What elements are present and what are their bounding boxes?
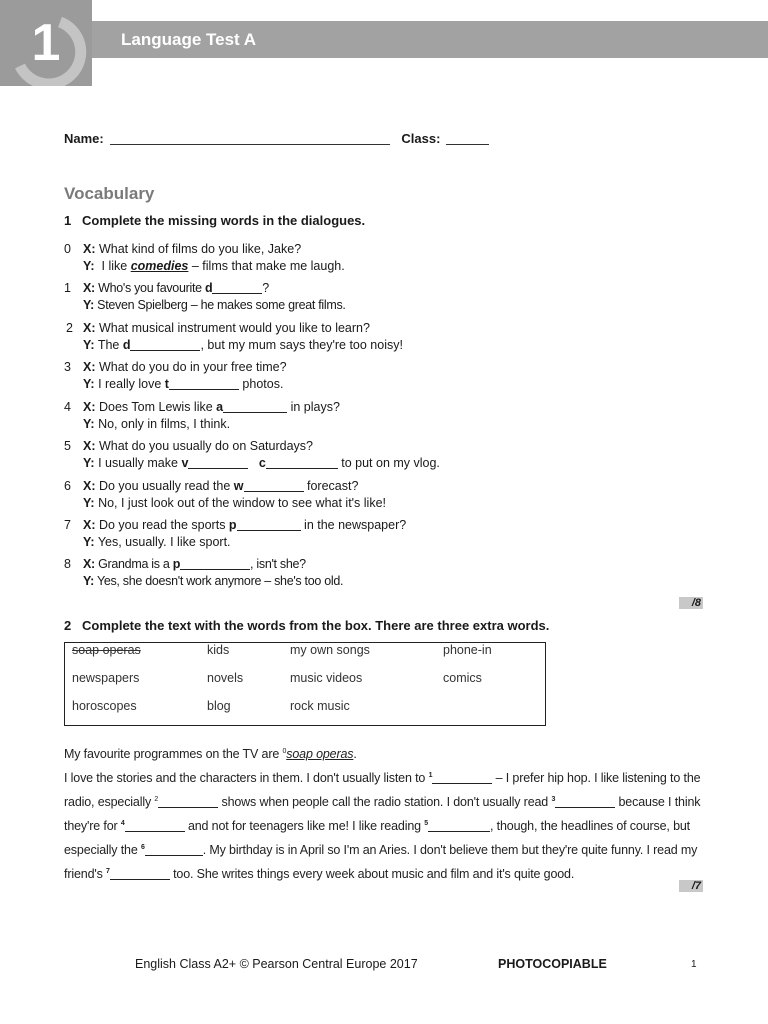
- hint-letter: w: [233, 479, 244, 493]
- line-x: What musical instrument would you like to learn?: [98, 321, 370, 335]
- line-x-post: , isn't she?: [250, 557, 306, 571]
- gap-number: 5: [424, 820, 428, 827]
- line-y-post: , but my mum says they're too noisy!: [200, 337, 403, 352]
- line-y-post: – films that make me laugh.: [188, 258, 345, 273]
- dialogue-item: [64, 241, 345, 274]
- unit-number-graphic: [0, 0, 92, 86]
- word-box-item: novels: [207, 671, 244, 685]
- speaker-y: Y:: [83, 416, 95, 431]
- score-box: /8: [679, 597, 703, 609]
- line-y: Yes, usually. I like sport.: [97, 534, 231, 549]
- name-label: Name:: [64, 131, 104, 146]
- page-number: 1: [691, 959, 697, 970]
- word-box-item: kids: [207, 643, 230, 657]
- dialogue-item: [66, 320, 403, 353]
- word-box-item: my own songs: [290, 643, 370, 657]
- line-y-pre: The: [97, 337, 123, 352]
- footer-copyright: English Class A2+ © Pearson Central Europe 2017: [135, 957, 418, 971]
- hint-letter: p: [172, 557, 181, 571]
- line-y-pre: I like: [101, 258, 131, 273]
- text-segment: especially the: [64, 843, 141, 857]
- speaker-y: Y:: [83, 258, 95, 273]
- class-field[interactable]: [446, 144, 489, 145]
- word-box-item: rock music: [290, 699, 350, 713]
- hint-letter: d: [204, 281, 213, 295]
- speaker-y: Y:: [83, 573, 94, 588]
- word-box-item: blog: [207, 699, 231, 713]
- exercise-number: 2: [64, 618, 72, 633]
- line-x-post: in the newspaper?: [300, 518, 407, 532]
- gap-number: 6: [140, 844, 145, 851]
- gap-number: 7: [106, 868, 110, 875]
- dialogue-item: [64, 517, 406, 550]
- line-y-pre: I really love: [98, 376, 165, 391]
- answer-blank[interactable]: [223, 400, 287, 413]
- text-segment: – I prefer hip hop. I like listening to the: [492, 771, 701, 785]
- speaker-x: X:: [83, 242, 96, 256]
- speaker-x: X:: [83, 281, 95, 295]
- text-segment: radio, especially: [64, 795, 155, 809]
- text-segment: .: [353, 747, 357, 761]
- speaker-y: Y:: [83, 337, 95, 352]
- exercise-1-instruction: [64, 213, 365, 228]
- word-box-item: music videos: [290, 671, 363, 685]
- header-title: Language Test A: [92, 21, 768, 58]
- word-box-item-crossed: soap operas: [72, 643, 141, 657]
- dialogue-item: [64, 438, 440, 471]
- speaker-x: X:: [83, 360, 96, 374]
- word-box-item: phone-in: [443, 643, 492, 657]
- unit-badge: [0, 0, 92, 86]
- answer-blank[interactable]: [212, 281, 262, 294]
- line-y-post: to put on my vlog.: [337, 455, 440, 470]
- item-number: 0: [64, 242, 71, 256]
- class-label: Class:: [401, 131, 441, 146]
- dialogue-item: [64, 478, 386, 511]
- line-y-pre: I usually make: [98, 455, 182, 470]
- word-box-item: newspapers: [72, 671, 140, 685]
- word-box-item: horoscopes: [72, 699, 137, 713]
- line-y: Steven Spielberg – he makes some great films.: [97, 297, 346, 312]
- line-x-pre: Who's you favourite: [98, 281, 205, 295]
- answer-blank[interactable]: [188, 456, 248, 469]
- line-x-pre: Does Tom Lewis like: [98, 400, 217, 414]
- answer-blank[interactable]: [555, 795, 615, 808]
- line-y-post: photos.: [238, 376, 284, 391]
- answer-blank[interactable]: [110, 867, 170, 880]
- line-x: What do you usually do on Saturdays?: [98, 439, 314, 453]
- exercise-2-instruction: [64, 618, 549, 633]
- answer-blank[interactable]: [130, 338, 200, 351]
- speaker-y: Y:: [83, 534, 95, 549]
- text-segment: too. She writes things every week about music and film and it's quite good.: [169, 867, 575, 881]
- hint-letter: a: [216, 400, 224, 414]
- text-segment: and not for teenagers like me! I like reading: [184, 819, 425, 833]
- instruction-text: Complete the missing words in the dialogues.: [82, 213, 366, 228]
- text-segment: My favourite programmes on the TV are: [64, 747, 283, 761]
- gap-number: 4: [120, 820, 125, 827]
- answer-blank[interactable]: [180, 557, 250, 570]
- line-x: What kind of films do you like, Jake?: [98, 242, 302, 256]
- hint-letter: v: [181, 455, 189, 470]
- text-segment: because I think: [615, 795, 701, 809]
- item-number: 2: [66, 321, 73, 335]
- hint-letter: d: [122, 337, 131, 352]
- item-number: 4: [64, 400, 71, 414]
- name-field[interactable]: [110, 144, 390, 145]
- score-box: /7: [679, 880, 703, 892]
- line-x-post: in plays?: [287, 400, 340, 414]
- speaker-y: Y:: [83, 297, 94, 312]
- gap-number: 3: [551, 796, 556, 803]
- item-number: 7: [64, 518, 71, 532]
- line-x-pre: Grandma is a: [98, 557, 173, 571]
- line-y: No, I just look out of the window to see what it's like!: [98, 495, 387, 510]
- text-segment: friend's: [64, 867, 107, 881]
- speaker-y: Y:: [83, 376, 95, 391]
- footer-photocopiable: PHOTOCOPIABLE: [498, 957, 607, 971]
- dialogue-item: [64, 280, 346, 313]
- item-number: 6: [64, 479, 71, 493]
- line-x-pre: Do you usually read the: [98, 479, 234, 493]
- speaker-x: X:: [83, 400, 96, 414]
- gap-fill-text: [64, 741, 704, 885]
- item-number: 3: [64, 360, 71, 374]
- answer-blank[interactable]: [432, 771, 492, 784]
- line-x-pre: Do you read the sports: [98, 518, 229, 532]
- line-x-post: forecast?: [303, 479, 359, 493]
- text-segment: they're for: [64, 819, 121, 833]
- unit-number: 1: [31, 14, 61, 72]
- text-segment: . My birthday is in April so I'm an Aries. I don't believe them but they're quite funny. I read my: [202, 843, 698, 857]
- dialogue-item: [64, 359, 287, 392]
- text-segment: , though, the headlines of course, but: [490, 819, 691, 833]
- speaker-y: Y:: [83, 495, 95, 510]
- answer-blank[interactable]: [244, 479, 304, 492]
- line-y: Yes, she doesn't work anymore – she's too old.: [96, 573, 344, 588]
- text-segment: shows when people call the radio station. I don't usually read: [218, 795, 552, 809]
- speaker-x: X:: [83, 321, 96, 335]
- speaker-x: X:: [83, 439, 96, 453]
- answer-blank[interactable]: [169, 377, 239, 390]
- dialogue-item: [64, 556, 343, 589]
- hint-letter: c: [258, 455, 266, 470]
- dialogue-item: [64, 399, 340, 432]
- item-number: 5: [64, 439, 71, 453]
- gap-number: 0: [282, 748, 287, 755]
- speaker-y: Y:: [83, 455, 95, 470]
- hint-letter: t: [164, 376, 169, 391]
- answer-blank[interactable]: [428, 819, 490, 832]
- example-answer: soap operas: [286, 747, 354, 761]
- line-x-post: ?: [262, 281, 269, 295]
- answer-blank[interactable]: [237, 518, 301, 531]
- word-box: [64, 642, 546, 726]
- answer-blank[interactable]: [125, 819, 185, 832]
- word-box-item: comics: [443, 671, 482, 685]
- answer-blank[interactable]: [158, 795, 218, 808]
- speaker-x: X:: [83, 479, 96, 493]
- item-number: 8: [64, 557, 71, 571]
- speaker-x: X:: [83, 557, 95, 571]
- gap-number: 1: [428, 772, 433, 779]
- instruction-text: Complete the text with the words from the box. There are three extra words.: [82, 618, 550, 633]
- line-y: No, only in films, I think.: [98, 416, 231, 431]
- name-class-row: [64, 131, 489, 146]
- answer-blank[interactable]: [266, 456, 338, 469]
- example-answer: comedies: [130, 258, 189, 273]
- line-x: What do you do in your free time?: [98, 360, 287, 374]
- section-title: Vocabulary: [64, 184, 155, 203]
- hint-letter: p: [228, 518, 237, 532]
- item-number: 1: [64, 281, 71, 295]
- text-segment: I love the stories and the characters in them. I don't usually listen to: [64, 771, 429, 785]
- answer-blank[interactable]: [145, 843, 203, 856]
- gap-number: 2: [154, 796, 159, 803]
- exercise-number: 1: [64, 213, 72, 228]
- speaker-x: X:: [83, 518, 96, 532]
